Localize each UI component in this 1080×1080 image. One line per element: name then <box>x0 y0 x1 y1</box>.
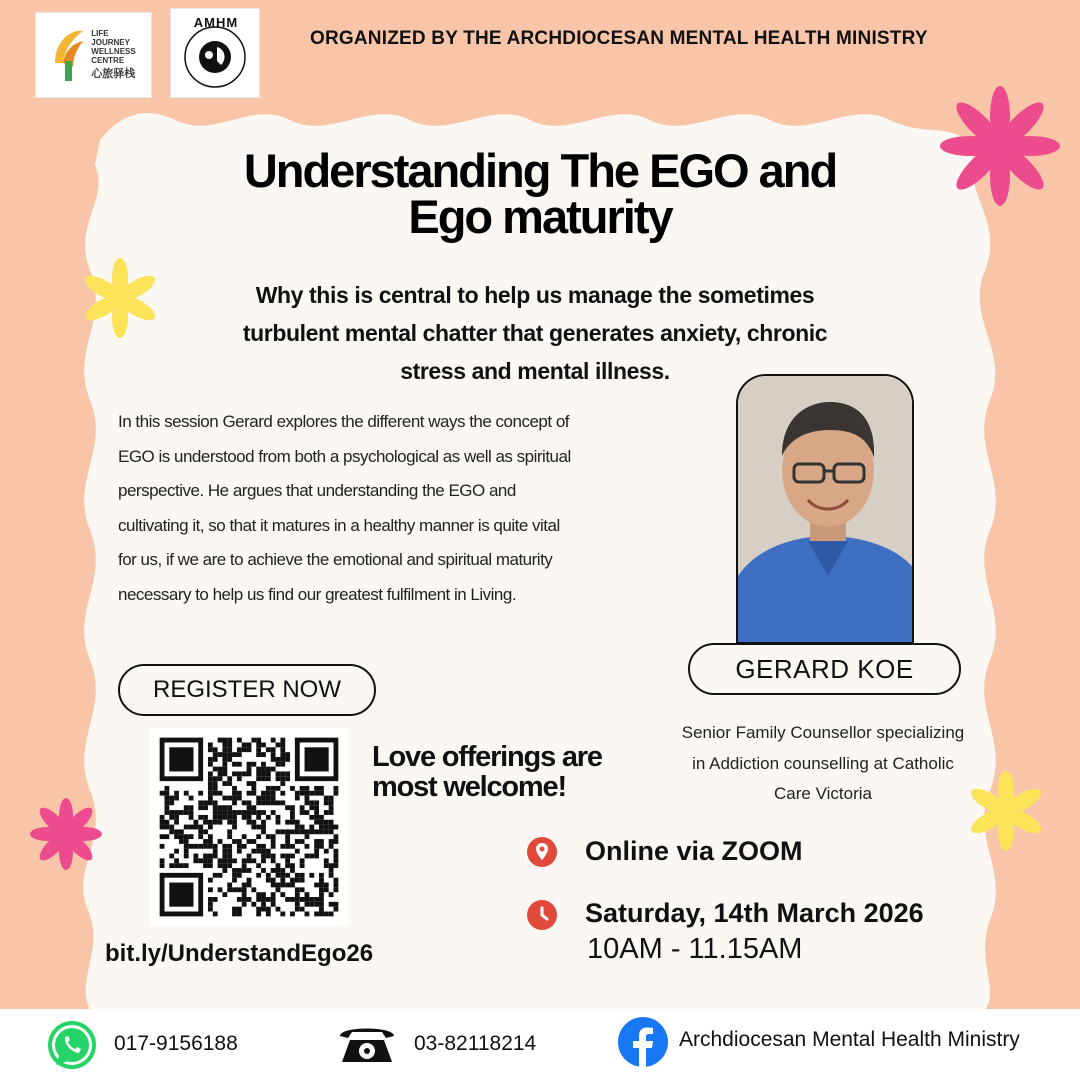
event-time: 10AM - 11.15AM <box>587 933 803 965</box>
phone-number[interactable]: 03-82118214 <box>414 1032 537 1055</box>
description-line: for us, if we are to achieve the emotional and spiritual maturity <box>118 550 553 569</box>
event-date: Saturday, 14th March 2026 <box>585 898 924 928</box>
event-subtitle <box>150 276 920 390</box>
offerings-line2: most welcome! <box>372 771 566 803</box>
logo-text-line4: CENTRE <box>91 56 125 65</box>
description-line: necessary to help us find our greatest fulfilment in Living. <box>118 584 517 604</box>
speaker-name-badge: GERARD KOE <box>688 643 961 695</box>
love-offerings-note <box>372 742 652 802</box>
amhm-logo-text: AMHM <box>193 15 239 30</box>
logo-chinese-text: 心旅驿栈 <box>91 67 136 80</box>
speaker-role-line: Senior Family Counsellor specializing <box>681 723 965 742</box>
whatsapp-number[interactable]: 017-9156188 <box>114 1032 238 1055</box>
organizer-heading: ORGANIZED BY THE ARCHDIOCESAN MENTAL HEALTH MINISTRY <box>310 28 928 49</box>
register-now-button[interactable]: REGISTER NOW <box>118 664 376 716</box>
subtitle-line3: stress and mental illness. <box>400 358 670 384</box>
description-line: perspective. He argues that understanding the EGO and <box>118 481 516 500</box>
registration-link[interactable]: bit.ly/UnderstandEgo26 <box>105 940 374 967</box>
life-journey-wellness-centre-logo <box>35 12 152 98</box>
facebook-page-name[interactable]: Archdiocesan Mental Health Ministry <box>679 1028 1020 1051</box>
event-location: Online via ZOOM <box>585 836 803 866</box>
whatsapp-icon[interactable] <box>46 1019 98 1071</box>
clock-icon <box>527 900 557 930</box>
speaker-photo <box>736 374 914 644</box>
description-line: EGO is understood from both a psychological as well as spiritual <box>118 446 571 466</box>
event-title <box>160 144 920 243</box>
event-title-line2: Ego maturity <box>408 190 672 243</box>
yellow-flower-icon <box>80 258 160 338</box>
event-description <box>118 405 658 612</box>
subtitle-line1: Why this is central to help us manage the sometimes <box>255 282 815 308</box>
description-line: In this session Gerard explores the different ways the concept of <box>118 412 570 431</box>
pink-flower-icon <box>940 86 1060 206</box>
logo-text-line2: JOURNEY <box>91 38 130 47</box>
location-pin-icon <box>527 837 557 867</box>
telephone-icon[interactable] <box>336 1022 398 1066</box>
pink-flower-small-icon <box>30 798 102 870</box>
speaker-role <box>668 718 978 810</box>
subtitle-line2: turbulent mental chatter that generates anxiety, chronic <box>242 320 828 346</box>
facebook-icon[interactable] <box>617 1016 669 1068</box>
description-line: cultivating it, so that it matures in a healthy manner is quite vital <box>118 515 560 535</box>
logo-text-line1: LIFE <box>91 29 109 38</box>
amhm-logo <box>170 8 260 98</box>
ljwc-emblem-icon <box>51 23 87 87</box>
logo-text-line3: WELLNESS <box>91 47 136 56</box>
event-title-line1: Understanding The EGO and <box>243 144 837 197</box>
speaker-role-line: Care Victoria <box>774 784 872 803</box>
offerings-line1: Love offerings are <box>372 741 602 773</box>
registration-qr-code[interactable] <box>150 728 348 926</box>
speaker-role-line: in Addiction counselling at Catholic <box>692 753 954 773</box>
